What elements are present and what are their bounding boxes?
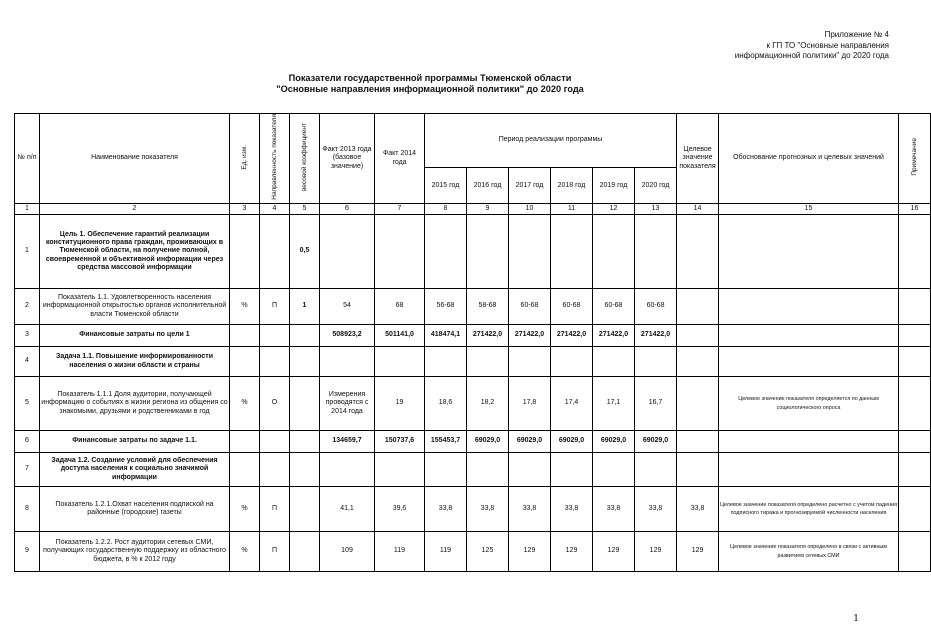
year-value-cell: 33,8	[635, 487, 677, 532]
col-number: 8	[425, 204, 467, 215]
annex-line-1: Приложение № 4	[824, 30, 889, 39]
table-row	[15, 453, 931, 487]
document-title	[200, 73, 660, 95]
direction-cell	[260, 453, 290, 487]
col-number: 9	[467, 204, 509, 215]
col-number: 4	[260, 204, 290, 215]
year-value-cell	[425, 347, 467, 377]
unit-cell	[230, 325, 260, 347]
basis-cell	[719, 215, 899, 289]
basis-cell	[719, 347, 899, 377]
year-value-cell	[467, 347, 509, 377]
basis-cell: Целевое значение показателя определено в связи с активным развитием сетевых СМИ	[719, 532, 899, 572]
header-unit	[230, 114, 260, 204]
weight-cell	[290, 453, 320, 487]
year-value-cell: 69029,0	[551, 431, 593, 453]
year-value-cell	[635, 453, 677, 487]
weight-cell	[290, 347, 320, 377]
col-number: 1	[15, 204, 40, 215]
header-num: № п/п	[15, 114, 40, 204]
year-value-cell: 33,8	[593, 487, 635, 532]
row-number: 1	[15, 215, 40, 289]
year-value-cell: 33,8	[425, 487, 467, 532]
row-number: 3	[15, 325, 40, 347]
year-value-cell: 271422,0	[467, 325, 509, 347]
col-number: 16	[899, 204, 931, 215]
year-value-cell: 129	[551, 532, 593, 572]
year-value-cell	[593, 453, 635, 487]
col-number: 12	[593, 204, 635, 215]
basis-cell	[719, 289, 899, 325]
year-value-cell	[593, 215, 635, 289]
year-value-cell: 129	[593, 532, 635, 572]
col-number: 13	[635, 204, 677, 215]
year-value-cell: 129	[509, 532, 551, 572]
note-cell	[899, 347, 931, 377]
table-row	[15, 289, 931, 325]
direction-cell: П	[260, 289, 290, 325]
year-value-cell	[425, 215, 467, 289]
row-number: 7	[15, 453, 40, 487]
weight-cell	[290, 377, 320, 431]
header-weight-text: весовой коэффициент	[301, 122, 308, 191]
year-value-cell: 125	[467, 532, 509, 572]
year-value-cell	[509, 215, 551, 289]
col-number: 14	[677, 204, 719, 215]
indicators-table	[14, 113, 931, 572]
year-value-cell	[509, 347, 551, 377]
header-target: Целевое значение показателя	[677, 114, 719, 204]
header-unit-text: Ед. изм.	[241, 144, 248, 170]
fact-2013-cell	[320, 215, 375, 289]
col-number: 7	[375, 204, 425, 215]
target-cell	[677, 289, 719, 325]
annex-line-3: информационной политики" до 2020 года	[734, 51, 889, 60]
target-cell	[677, 431, 719, 453]
unit-cell: %	[230, 289, 260, 325]
fact-2014-cell: 39,6	[375, 487, 425, 532]
note-cell	[899, 431, 931, 453]
year-value-cell: 33,8	[551, 487, 593, 532]
year-value-cell: 60-68	[593, 289, 635, 325]
header-year: 2017 год	[509, 168, 551, 204]
header-year: 2015 год	[425, 168, 467, 204]
annex-block	[589, 30, 889, 62]
row-number: 9	[15, 532, 40, 572]
weight-cell: 0,5	[290, 215, 320, 289]
header-fact2014: Факт 2014 года	[375, 114, 425, 204]
fact-2014-cell	[375, 347, 425, 377]
unit-cell	[230, 347, 260, 377]
year-value-cell: 271422,0	[509, 325, 551, 347]
year-value-cell: 60-68	[551, 289, 593, 325]
fact-2014-cell: 19	[375, 377, 425, 431]
year-value-cell: 60-68	[635, 289, 677, 325]
basis-cell	[719, 325, 899, 347]
row-number: 6	[15, 431, 40, 453]
indicator-name: Показатель 1.1. Удовлетворенность населения информационной открытостью органов исполнительной власти Тюменской области	[40, 289, 230, 325]
note-cell	[899, 487, 931, 532]
direction-cell	[260, 431, 290, 453]
note-cell	[899, 325, 931, 347]
year-value-cell: 418474,1	[425, 325, 467, 347]
header-year: 2018 год	[551, 168, 593, 204]
direction-cell: П	[260, 532, 290, 572]
year-value-cell: 33,8	[509, 487, 551, 532]
year-value-cell	[635, 215, 677, 289]
year-value-cell	[509, 453, 551, 487]
header-year: 2019 год	[593, 168, 635, 204]
header-weight	[290, 114, 320, 204]
header-period: Период реализации программы	[425, 114, 677, 168]
direction-cell: О	[260, 377, 290, 431]
annex-line-2: к ГП ТО "Основные направления	[766, 40, 889, 50]
row-number: 4	[15, 347, 40, 377]
title-line-2: "Основные направления информационной политики" до 2020 года	[276, 84, 584, 94]
year-value-cell: 18,2	[467, 377, 509, 431]
col-number: 6	[320, 204, 375, 215]
basis-cell: Целевое значение показателя определено расчетно с учетом падения подписного тиража и прогнозируемой численности населения	[719, 487, 899, 532]
indicator-name: Финансовые затраты по задаче 1.1.	[40, 431, 230, 453]
year-value-cell	[593, 347, 635, 377]
header-name: Наименование показателя	[40, 114, 230, 204]
table-row	[15, 325, 931, 347]
basis-cell	[719, 431, 899, 453]
fact-2013-cell	[320, 347, 375, 377]
fact-2014-cell: 501141,0	[375, 325, 425, 347]
indicator-name: Задача 1.1. Повышение информированности населения о жизни области и страны	[40, 347, 230, 377]
indicator-name: Задача 1.2. Создание условий для обеспечения доступа населения к социально значимой информации	[40, 453, 230, 487]
year-value-cell	[551, 347, 593, 377]
col-number: 3	[230, 204, 260, 215]
weight-cell	[290, 431, 320, 453]
col-number: 10	[509, 204, 551, 215]
target-cell: 129	[677, 532, 719, 572]
year-value-cell: 56-68	[425, 289, 467, 325]
indicator-name: Показатель 1.2.1.Охват населения подпиской на районные (городские) газеты	[40, 487, 230, 532]
unit-cell	[230, 431, 260, 453]
unit-cell	[230, 453, 260, 487]
weight-cell	[290, 487, 320, 532]
header-note	[899, 114, 931, 204]
year-value-cell: 69029,0	[467, 431, 509, 453]
year-value-cell: 69029,0	[509, 431, 551, 453]
year-value-cell: 129	[635, 532, 677, 572]
col-number: 15	[719, 204, 899, 215]
year-value-cell	[635, 347, 677, 377]
row-number: 5	[15, 377, 40, 431]
year-value-cell	[551, 215, 593, 289]
fact-2014-cell: 150737,6	[375, 431, 425, 453]
column-number-row	[15, 204, 931, 215]
direction-cell	[260, 325, 290, 347]
basis-cell: Целевое значение показателя определяется по данным социологического опроса	[719, 377, 899, 431]
header-year: 2016 год	[467, 168, 509, 204]
year-value-cell: 17,4	[551, 377, 593, 431]
direction-cell: П	[260, 487, 290, 532]
title-line-1: Показатели государственной программы Тюменской области	[288, 73, 572, 83]
unit-cell: %	[230, 487, 260, 532]
table-row	[15, 377, 931, 431]
fact-2013-cell: Измерения проводятся с 2014 года	[320, 377, 375, 431]
fact-2013-cell: 41,1	[320, 487, 375, 532]
year-value-cell	[551, 453, 593, 487]
note-cell	[899, 377, 931, 431]
year-value-cell: 17,8	[509, 377, 551, 431]
fact-2013-cell: 508923,2	[320, 325, 375, 347]
year-value-cell	[467, 453, 509, 487]
weight-cell	[290, 532, 320, 572]
indicator-name: Финансовые затраты по цели 1	[40, 325, 230, 347]
col-number: 2	[40, 204, 230, 215]
col-number: 5	[290, 204, 320, 215]
header-fact2013: Факт 2013 года (базовое значение)	[320, 114, 375, 204]
year-value-cell: 271422,0	[635, 325, 677, 347]
fact-2014-cell: 68	[375, 289, 425, 325]
header-basis: Обоснование прогнозных и целевых значений	[719, 114, 899, 204]
year-value-cell: 17,1	[593, 377, 635, 431]
table-row	[15, 532, 931, 572]
row-number: 8	[15, 487, 40, 532]
header-row	[15, 114, 931, 168]
table-row	[15, 487, 931, 532]
page-number: 1	[853, 614, 859, 624]
basis-cell	[719, 453, 899, 487]
row-number: 2	[15, 289, 40, 325]
header-direction-text: Направленность показателя	[271, 114, 278, 200]
target-cell	[677, 325, 719, 347]
fact-2014-cell	[375, 453, 425, 487]
fact-2013-cell	[320, 453, 375, 487]
header-note-text: Примечание	[911, 138, 919, 176]
direction-cell	[260, 215, 290, 289]
target-cell: 33,8	[677, 487, 719, 532]
year-value-cell: 60-68	[509, 289, 551, 325]
year-value-cell	[467, 215, 509, 289]
year-value-cell	[425, 453, 467, 487]
year-value-cell: 271422,0	[593, 325, 635, 347]
fact-2013-cell: 54	[320, 289, 375, 325]
indicator-name: Показатель 1.1.1 Доля аудитории, получающей информацию о событиях в жизни региона из общения со знакомыми, друзьями и родственниками в год	[40, 377, 230, 431]
indicator-name: Цель 1. Обеспечение гарантий реализации конституционного права граждан, проживающих в Тюменской области, на получение полной, своевременной и объективной информации через средства массовой информации	[40, 215, 230, 289]
year-value-cell: 155453,7	[425, 431, 467, 453]
target-cell	[677, 347, 719, 377]
weight-cell	[290, 325, 320, 347]
weight-cell: 1	[290, 289, 320, 325]
note-cell	[899, 453, 931, 487]
year-value-cell: 119	[425, 532, 467, 572]
table-row	[15, 215, 931, 289]
header-year: 2020 год	[635, 168, 677, 204]
fact-2014-cell: 119	[375, 532, 425, 572]
table-row	[15, 431, 931, 453]
fact-2013-cell: 109	[320, 532, 375, 572]
year-value-cell: 69029,0	[635, 431, 677, 453]
unit-cell: %	[230, 532, 260, 572]
col-number: 11	[551, 204, 593, 215]
year-value-cell: 271422,0	[551, 325, 593, 347]
unit-cell	[230, 215, 260, 289]
year-value-cell: 69029,0	[593, 431, 635, 453]
year-value-cell: 16,7	[635, 377, 677, 431]
table-row	[15, 347, 931, 377]
direction-cell	[260, 347, 290, 377]
note-cell	[899, 532, 931, 572]
year-value-cell: 33,8	[467, 487, 509, 532]
target-cell	[677, 377, 719, 431]
year-value-cell: 18,6	[425, 377, 467, 431]
indicator-name: Показатель 1.2.2. Рост аудитории сетевых СМИ, получающих государственную поддержку из областного бюджета, в % к 2012 году	[40, 532, 230, 572]
note-cell	[899, 215, 931, 289]
unit-cell: %	[230, 377, 260, 431]
fact-2013-cell: 134659,7	[320, 431, 375, 453]
target-cell	[677, 215, 719, 289]
note-cell	[899, 289, 931, 325]
fact-2014-cell	[375, 215, 425, 289]
year-value-cell: 58-68	[467, 289, 509, 325]
header-direction	[260, 114, 290, 204]
target-cell	[677, 453, 719, 487]
